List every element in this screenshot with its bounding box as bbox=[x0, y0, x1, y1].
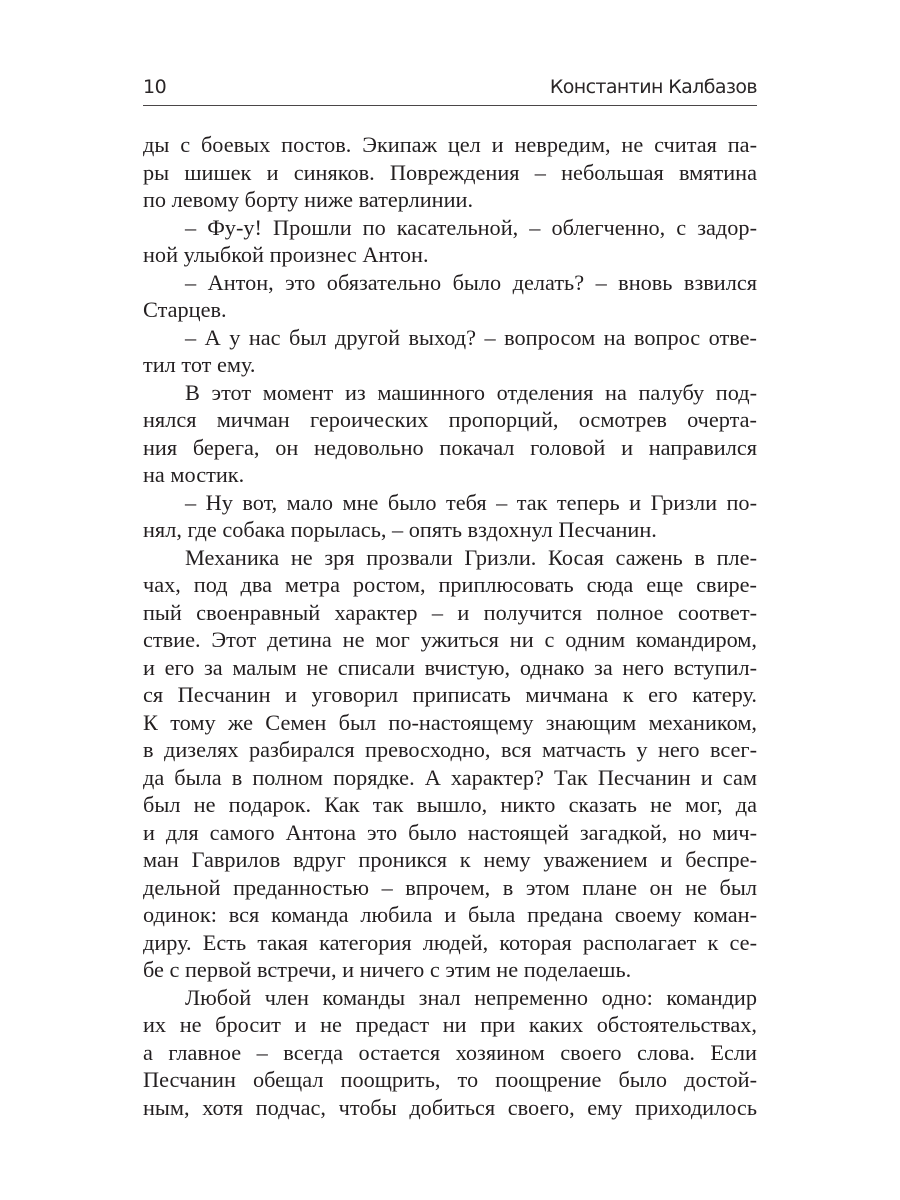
text-line: пый своенравный характер – и получится полное соответ- bbox=[143, 599, 757, 625]
page-header bbox=[143, 72, 757, 106]
text-line: – Антон, это обязательно было делать? – вновь взвился bbox=[185, 269, 757, 295]
text-line: ной улыбкой произнес Антон. bbox=[143, 242, 429, 267]
text-line: в дизелях разбирался превосходно, вся матчасть у него всег- bbox=[143, 737, 757, 762]
text-line: одинок: вся команда любила и была предана своему коман- bbox=[143, 902, 757, 927]
text-line: К тому же Семен был по-настоящему знающим механиком, bbox=[143, 709, 757, 735]
body-text bbox=[143, 131, 757, 1121]
text-line: дельной преданностью – впрочем, в этом плане он не был bbox=[143, 874, 757, 900]
text-line: и его за малым не списали вчистую, однако за него вступил- bbox=[143, 654, 757, 680]
text-line: на мостик. bbox=[143, 462, 245, 487]
text-line: по левому борту ниже ватерлинии. bbox=[143, 187, 474, 212]
text-line: ры шишек и синяков. Повреждения – небольшая вмятина bbox=[143, 159, 757, 185]
text-line: Старцев. bbox=[143, 297, 227, 322]
text-line: Любой член команды знал непременно одно: командир bbox=[185, 984, 757, 1010]
text-line: и для самого Антона это было настоящей загадкой, но мич- bbox=[143, 819, 757, 845]
text-line: бе с первой встречи, и ничего с этим не поделаешь. bbox=[143, 957, 632, 982]
text-line: – А у нас был другой выход? – вопросом на вопрос отве- bbox=[185, 324, 757, 350]
header-rule bbox=[143, 105, 757, 106]
text-line: ния берега, он недовольно покачал головой и направился bbox=[143, 434, 757, 460]
text-line: – Ну вот, мало мне было тебя – так теперь и Гризли по- bbox=[185, 489, 757, 515]
text-line: их не бросит и не предаст ни при каких обстоятельствах, bbox=[143, 1012, 757, 1037]
text-line: ман Гаврилов вдруг проникся к нему уважением и беспре- bbox=[143, 847, 757, 872]
text-line: – Фу-у! Прошли по касательной, – облегченно, с задор- bbox=[185, 214, 757, 240]
text-line: диру. Есть такая категория людей, которая располагает к се- bbox=[143, 929, 757, 955]
text-line: чах, под два метра ростом, приплюсовать сюда еще свире- bbox=[143, 572, 757, 597]
text-line: ды с боевых постов. Экипаж цел и невредим, не считая па- bbox=[143, 132, 757, 157]
text-line: ся Песчанин и уговорил приписать мичмана к его катеру. bbox=[143, 682, 757, 707]
text-line: нялся мичман героических пропорций, осмотрев очерта- bbox=[143, 407, 757, 432]
text-line: ным, хотя подчас, чтобы добиться своего, ему приходилось bbox=[143, 1094, 757, 1120]
text-line: Механика не зря прозвали Гризли. Косая сажень в пле- bbox=[185, 544, 757, 570]
text-line: да была в полном порядке. А характер? Так Песчанин и сам bbox=[143, 764, 757, 790]
running-head-author: Константин Калбазов bbox=[549, 76, 757, 98]
page-number: 10 bbox=[143, 76, 167, 98]
text-line: ствие. Этот детина не мог ужиться ни с одним командиром, bbox=[143, 627, 757, 652]
text-line: а главное – всегда остается хозяином своего слова. Если bbox=[143, 1039, 757, 1065]
text-line: В этот момент из машинного отделения на палубу под- bbox=[185, 379, 757, 405]
text-line: Песчанин обещал поощрить, то поощрение было достой- bbox=[143, 1067, 757, 1092]
text-line: нял, где собака порылась, – опять вздохнул Песчанин. bbox=[143, 517, 657, 542]
text-line: был не подарок. Как так вышло, никто сказать не мог, да bbox=[143, 792, 757, 817]
text-line: тил тот ему. bbox=[143, 352, 256, 377]
